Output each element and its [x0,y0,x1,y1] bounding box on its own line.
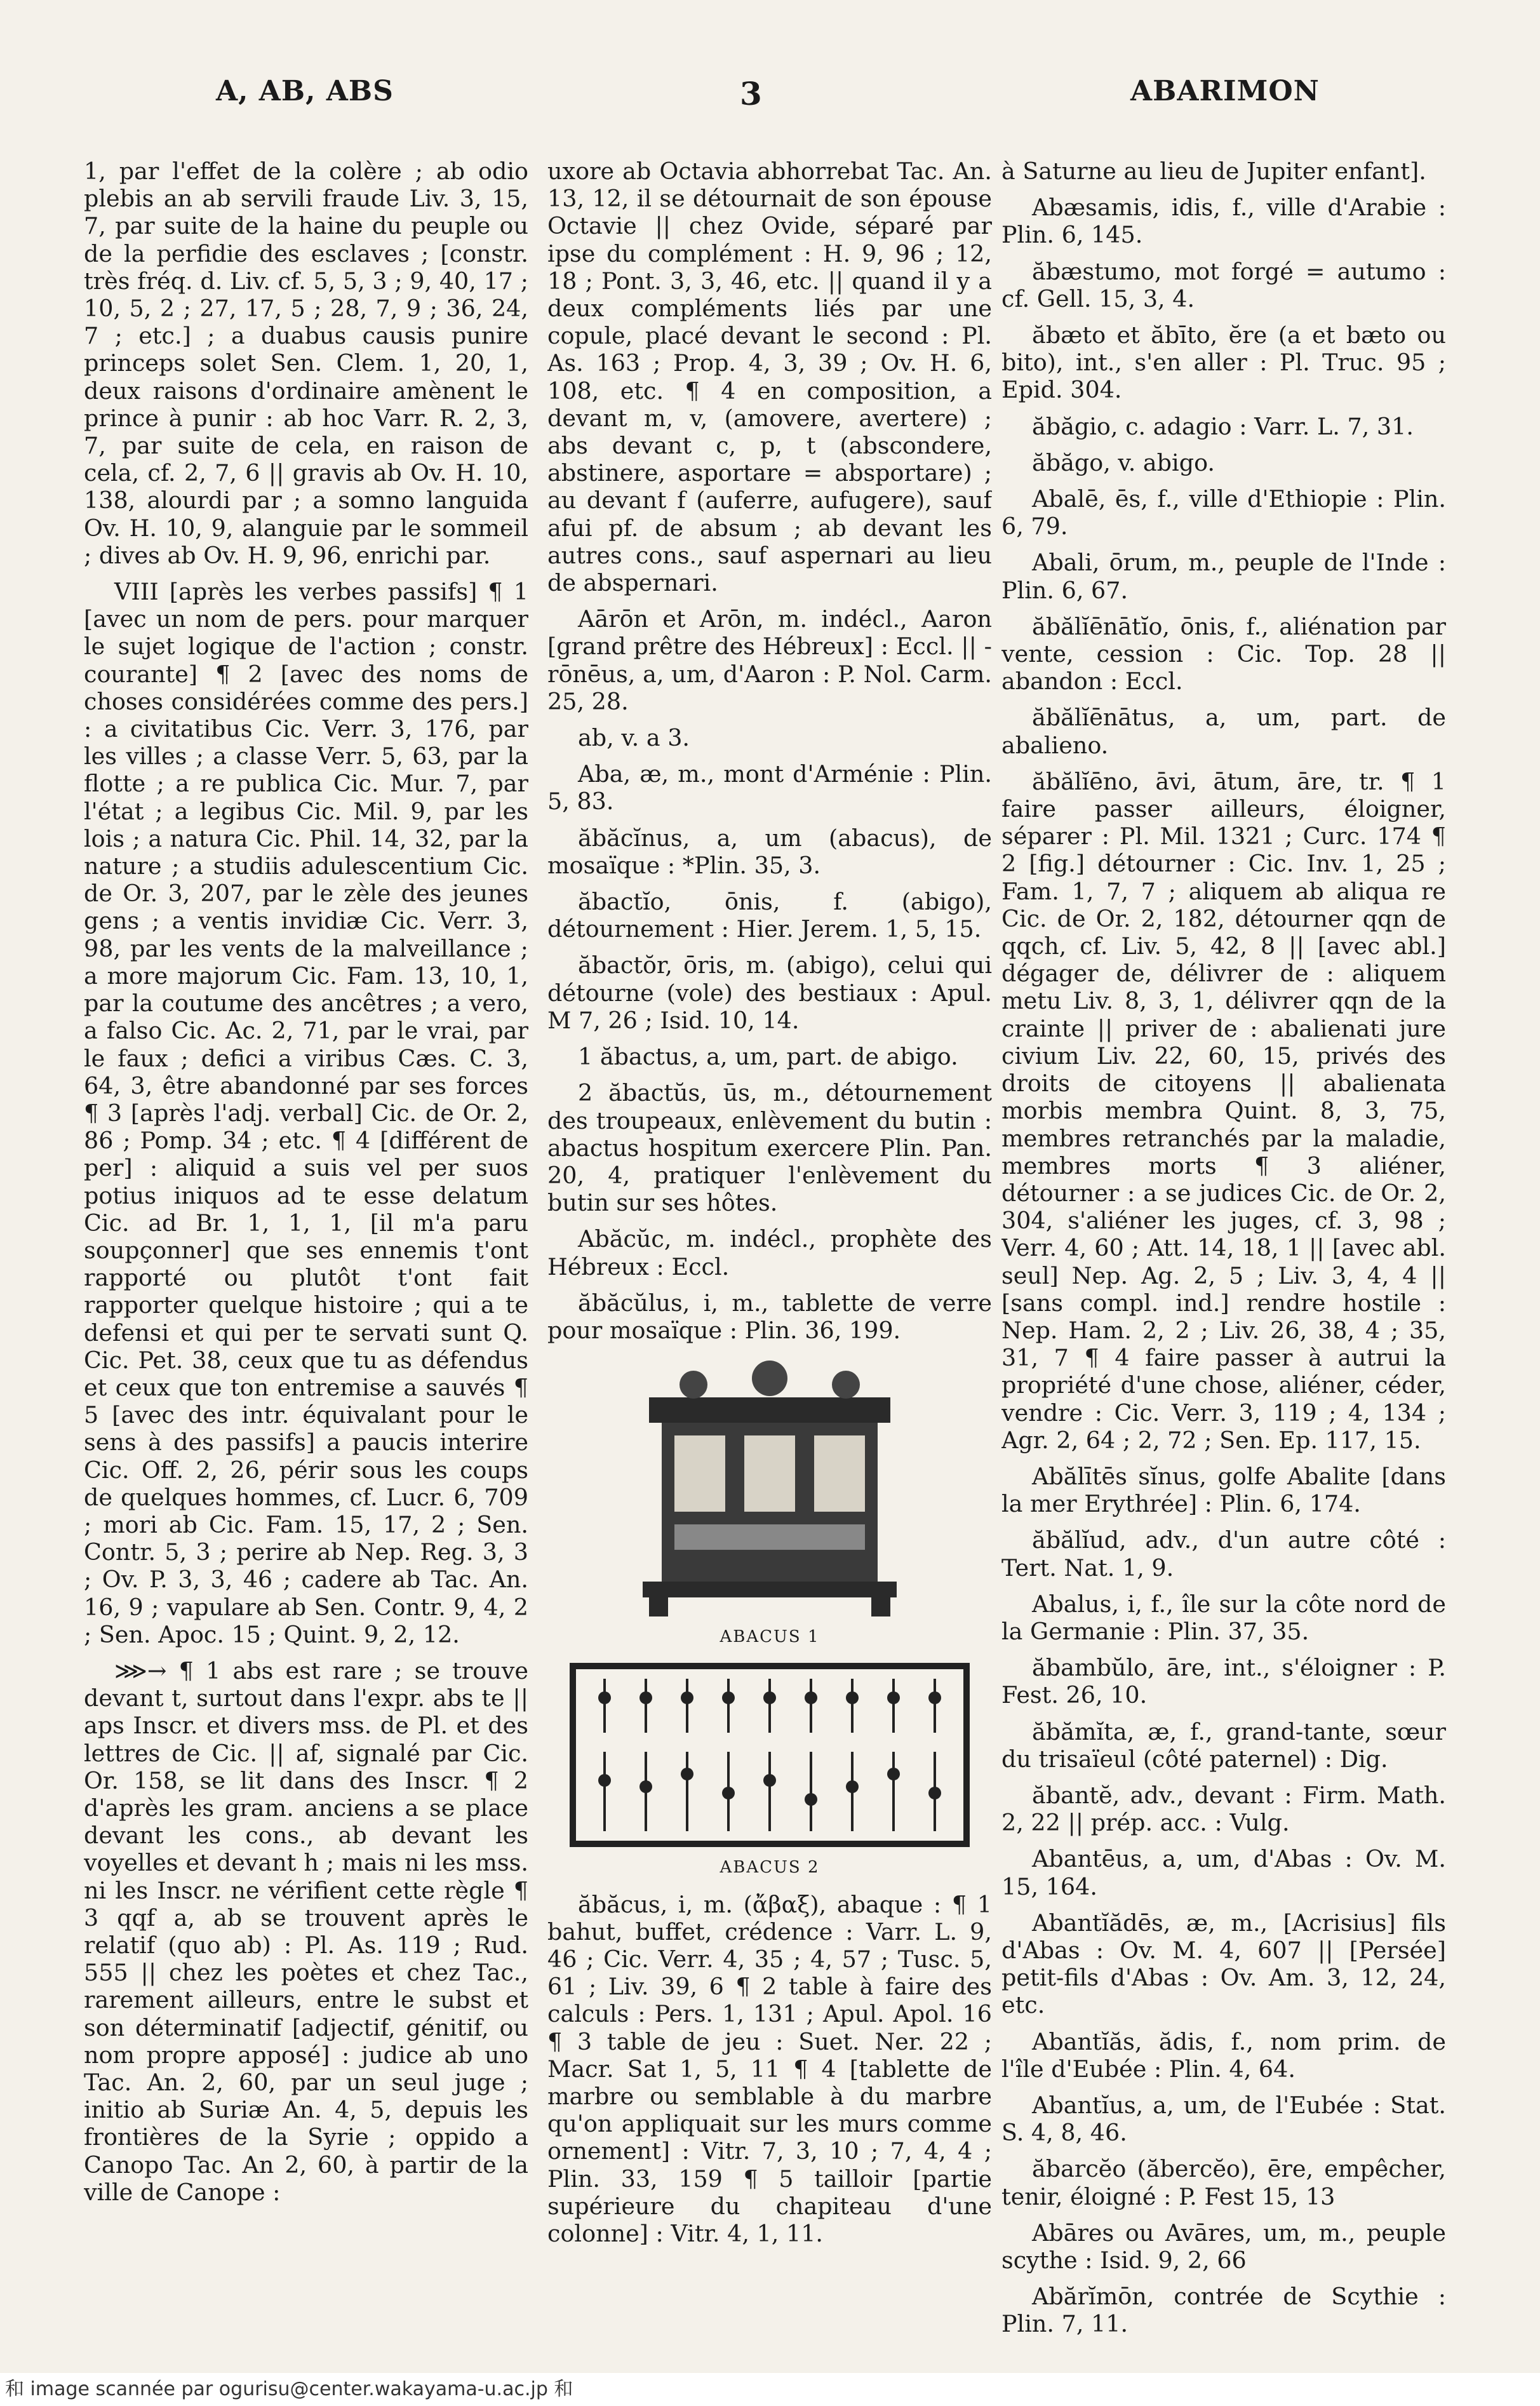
entry-text: ăbămĭta, æ, f., grand-tante, sœur du trisaïeul (côté paternel) : Dig. [1001,1717,1446,1773]
entry-text: Abalē, ēs, f., ville d'Ethiopie : Plin. 6, 79. [1001,485,1446,541]
entry-text: Aārōn et Arōn, m. indécl., Aaron [grand prêtre des Hébreux] : Eccl. || -rōnēus, a, um, d'Aaron : P. Nol. Carm. 25, 28. [547,605,992,715]
entry-text: Abărĭmōn, contrée de Scythie : Plin. 7, 11. [1001,2283,1446,2338]
scan-credit-footer: 和 image scannée par ogurisu@center.wakayama-u.ac.jp 和 [0,2373,1540,2406]
entry-text: ăbæto et ăbīto, ĕre (a et bæto ou bito), int., s'en aller : Pl. Truc. 95 ; Epid. 304. [1001,321,1446,404]
entry-text: Abantĭus, a, um, de l'Eubée : Stat. S. 4, 8, 46. [1001,2092,1446,2147]
column-middle [547,158,992,2342]
figure-caption: ABACUS 1 [720,1627,820,1647]
entry-text: ăbălĭēno, āvi, ātum, āre, tr. ¶ 1 faire passer ailleurs, éloigner, séparer : Pl. Mil. 1321 ; Curc. 174 ¶ 2 [fig.] détourner : Cic. Inv. 1, 25 ; Fam. 1, 7, 7 ; aliquem ab aliqua re Cic. de Or. 2, 182, détourner qqn de qqch, cf. Liv. 5, 42, 8 || [avec abl.] dégager de, délivrer de : aliquem metu Liv. 8, 3, 1, délivrer qqn de la crainte || priver de : abalienati jure civium Liv. 22, 60, 15, privés des droits de citoyens || abalienata morbis membra Quint. 8, 3, 75, membres retranchés par la maladie, membres morts ¶ 3 aliéner, détourner : a se judices Cic. de Or. 2, 304, s'aliéner les juges, cf. 3, 98 ; Verr. 4, 60 ; Att. 14, 18, 1 || [avec abl. seul] Nep. Ag. 2, 5 ; Liv. 3, 4, 4 || [sans compl. ind.] rendre hostile : Nep. Ham. 2, 2 ; Liv. 26, 38, 4 ; 35, 31, 7 ¶ 4 faire passer à autrui la propriété d'une chose, aliéner, céder, vendre : Cic. Verr. 3, 119 ; 4, 134 ; Agr. 2, 64 ; 2, 72 ; Sen. Ep. 117, 15. [1001,767,1446,1454]
entry-text: 2 ăbactŭs, ūs, m., détournement des troupeaux, enlèvement du butin : abactus hospitum exercere Plin. Pan. 20, 4, pratiquer l'enlèvement du butin sur ses hôtes. [547,1079,992,1217]
entry-text: ăbălĭēnātus, a, um, part. de abalieno. [1001,704,1446,759]
entry-text: Abantēus, a, um, d'Abas : Ov. M. 15, 164. [1001,1845,1446,1900]
entry-text: ăbălĭud, adv., d'un autre côté : Tert. Nat. 1, 9. [1001,1526,1446,1582]
entry-text: ăbăcĭnus, a, um (abacus), de mosaïque : *Plin. 35, 3. [547,824,992,879]
entry-text: Abăcŭc, m. indécl., prophète des Hébreux : Eccl. [547,1225,992,1280]
abacus-1-illustration [547,1353,992,1620]
entry-text: Abălītēs sĭnus, golfe Abalite [dans la mer Erythrée] : Plin. 6, 174. [1001,1462,1446,1518]
entry-text: Abantĭăs, ădis, f., nom prim. de l'île d'Eubée : Plin. 4, 64. [1001,2027,1446,2083]
running-head-left: A, AB, ABS [216,75,394,107]
entry-text: ăbantĕ, adv., devant : Firm. Math. 2, 22 || prép. acc. : Vulg. [1001,1781,1446,1837]
entry-text: Abāres ou Avāres, um, m., peuple scythe : Isid. 9, 2, 66 [1001,2219,1446,2275]
abacus-2-illustration [547,1660,992,1850]
entry-text: ăbæstumo, mot forgé = autumo : cf. Gell. 15, 3, 4. [1001,257,1446,313]
entry-text: 1 ăbactus, a, um, part. de abigo. [578,1043,958,1071]
entry-text: ⋙→ ¶ 1 abs est rare ; se trouve devant t, surtout dans l'expr. abs te || aps Inscr. et divers mss. de Pl. et des lettres de Cic. || af, signalé par Cic. Or. 158, se lit dans des Inscr. ¶ 2 d'après les gram. anciens a se place devant les cons., ab devant les voyelles et devant h ; mais ni les mss. ni les Inscr. ne vérifient cette règle ¶ 3 qqf a, ab se trouvent après le relatif (quo ab) : Pl. As. 119 ; Rud. 555 || chez les poètes et chez Tac., rarement ailleurs, entre le subst et son déterminatif [adjectif, génitif, ou nom propre apposé] : judice ab uno Tac. An. 2, 60, par un seul juge ; initio ab Suriæ An. 4, 5, depuis les frontières de la Syrie ; oppido a Canopo Tac. An 2, 60, à partir de la ville de Canope : [84,1657,528,2206]
entry-text: VIII [après les verbes passifs] ¶ 1 [avec un nom de pers. pour marquer le sujet logique de l'action ; constr. courante] ¶ 2 [avec des noms de choses considérées comme des pers.] : a civitatibus Cic. Verr. 3, 176, par les villes ; a classe Verr. 5, 63, par la flotte ; a re publica Cic. Mur. 7, par l'état ; a legibus Cic. Mil. 9, par les lois ; a natura Cic. Phil. 14, 32, par la nature ; a studiis adulescentium Cic. de Or. 3, 207, par le zèle des jeunes gens ; a ventis invidiæ Cic. Verr. 3, 98, par les vents de la malveillance ; a more majorum Cic. Fam. 13, 10, 1, par la coutume des ancêtres ; a vero, a falso Cic. Ac. 2, 71, par le vrai, par le faux ; defici a viribus Cæs. C. 3, 64, 3, être abandonné par ses forces ¶ 3 [après l'adj. verbal] Cic. de Or. 2, 86 ; Pomp. 34 ; etc. ¶ 4 [différent de per] : aliquid a suis vel per suos potius iniquos ad te esse delatum Cic. ad Br. 1, 1, 1, [il m'a paru soupçonner] que ses ennemis t'ont rapporté ou plutôt t'ont fait rapporter quelque histoire ; qui a te defensi et qui per te servati sunt Q. Cic. Pet. 38, ceux que tu as défendus et ceux que ton entremise a sauvés ¶ 5 [avec des intr. équivalant pour le sens à des passifs] a paucis interire Cic. Off. 2, 26, périr sous les coups de quelques hommes, cf. Lucr. 6, 709 ; mori ab Cic. Fam. 15, 17, 2 ; Sen. Contr. 5, 3 ; perire ab Nep. Reg. 3, 3 ; Ov. P. 3, 3, 46 ; cadere ab Tac. An. 16, 9 ; vapulare ab Sen. Contr. 9, 4, 2 ; Sen. Apoc. 15 ; Quint. 9, 2, 12. [84,578,528,1648]
entry-text: ăbactŏr, ōris, m. (abigo), celui qui détourne (vole) des bestiaux : Apul. M 7, 26 ; Isid. 10, 14. [547,951,992,1034]
column-left [84,158,528,2342]
column-right [1001,158,1446,2342]
entry-text: ăbăgio, c. adagio : Varr. L. 7, 31. [1032,412,1414,440]
figure-caption: ABACUS 2 [720,1858,820,1878]
entry-text: ăbactĭo, ōnis, f. (abigo), détournement : Hier. Jerem. 1, 5, 15. [547,888,992,943]
entry-text: ăbarcĕo (ăbercĕo), ēre, empêcher, tenir, éloigné : P. Fest 15, 13 [1001,2155,1446,2210]
entry-text: ăbăcus, i, m. (ἄβαξ), abaque : ¶ 1 bahut, buffet, crédence : Varr. L. 9, 46 ; Cic. Verr. 4, 35 ; 4, 57 ; Tusc. 5, 61 ; Liv. 39, 6 ¶ 2 table à faire des calculs : Pers. 1, 131 ; Apul. Apol. 16 ¶ 3 table de jeu : Suet. Ner. 22 ; Macr. Sat 1, 5, 11 ¶ 4 [tablette de marbre ou semblable à du marbre qu'on appliquait sur les murs comme ornement] : Vitr. 7, 3, 10 ; 7, 4, 4 ; Plin. 33, 159 ¶ 5 tailloir [partie supérieure du chapiteau d'une colonne] : Vitr. 4, 1, 11. [547,1890,992,2247]
page-number: 3 [740,75,763,112]
entry-text: Abæsamis, idis, f., ville d'Arabie : Plin. 6, 145. [1001,194,1446,249]
running-head-right: ABARIMON [1130,75,1320,107]
entry-text: ab, v. a 3. [578,724,690,752]
entry-text: Abantĭădēs, æ, m., [Acrisius] fils d'Abas : Ov. M. 4, 607 || [Persée] petit-fils d'Abas : Ov. Am. 3, 12, 24, etc. [1001,1909,1446,2019]
entry-text: ăbăcŭlus, i, m., tablette de verre pour mosaïque : Plin. 36, 199. [547,1289,992,1344]
entry-text: à Saturne au lieu de Jupiter enfant]. [1001,158,1426,185]
entry-text: 1, par l'effet de la colère ; ab odio plebis an ab servili fraude Liv. 3, 15, 7, par suite de la haine du peuple ou de la perfidie des esclaves ; [constr. très fréq. d. Liv. cf. 5, 5, 3 ; 9, 40, 17 ; 10, 5, 2 ; 27, 17, 5 ; 28, 7, 9 ; 36, 24, 7 ; etc.] ; a duabus causis punire princeps solet Sen. Clem. 1, 20, 1, deux raisons d'ordinaire amènent le prince à punir : ab hoc Varr. R. 2, 3, 7, par suite de cela, en raison de cela, cf. 2, 7, 6 || gravis ab Ov. H. 10, 138, alourdi par ; a somno languida Ov. H. 10, 9, alanguie par le sommeil ; dives ab Ov. H. 9, 96, enrichi par. [84,158,528,569]
entry-text: Abalus, i, f., île sur la côte nord de la Germanie : Plin. 37, 35. [1001,1590,1446,1645]
entry-text: ăbambŭlo, āre, int., s'éloigner : P. Fest. 26, 10. [1001,1654,1446,1709]
entry-text: Aba, æ, m., mont d'Arménie : Plin. 5, 83. [547,760,992,816]
entry-text: ăbăgo, v. abigo. [1032,448,1215,476]
entry-text: uxore ab Octavia abhorrebat Tac. An. 13, 12, il se détournait de son épouse Octavie || chez Ovide, séparé par ipse du complément : H. 9, 96 ; 12, 18 ; Pont. 3, 3, 46, etc. || quand il y a deux compléments liés par une copule, placé devant le second : Pl. As. 163 ; Prop. 4, 3, 39 ; Ov. H. 6, 108, etc. ¶ 4 en composition, a devant m, v, (amovere, avertere) ; abs devant c, p, t (abscondere, abstinere, asportare = absportare) ; au devant f (auferre, aufugere), sauf afui pf. de absum ; ab devant les autres cons., sauf aspernari au lieu de abspernari. [547,158,992,597]
entry-text: Abali, ōrum, m., peuple de l'Inde : Plin. 6, 67. [1001,549,1446,604]
entry-text: ăbălĭēnātĭo, ōnis, f., aliénation par vente, cession : Cic. Top. 28 || abandon : Eccl. [1001,612,1446,696]
